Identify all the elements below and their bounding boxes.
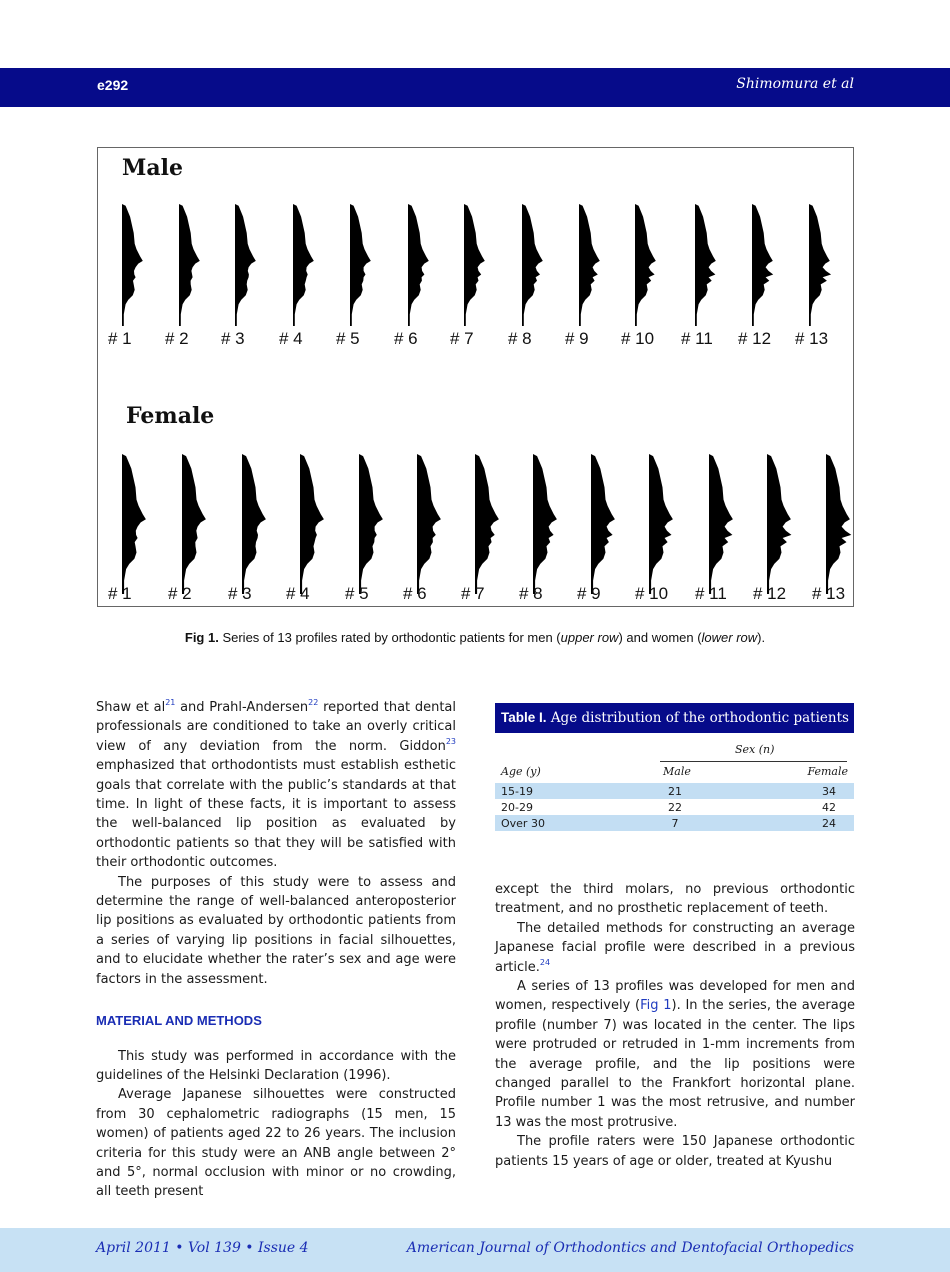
running-header [0, 68, 950, 107]
female-row-title: Female [126, 403, 215, 429]
female-profile-label-1: # 1 [108, 584, 132, 603]
male-profile-label-10: # 10 [621, 329, 655, 348]
female-profile-silhouette-2 [182, 454, 206, 594]
female-profile-silhouette-9 [591, 454, 615, 594]
issue-info: April 2011 • Vol 139 • Issue 4 [96, 1240, 309, 1256]
reference-link[interactable]: 23 [445, 736, 456, 746]
male-profile-label-1: # 1 [108, 329, 132, 348]
female-profile-label-12: # 12 [753, 584, 787, 603]
reference-link[interactable]: 24 [539, 957, 551, 967]
male-profile-label-5: # 5 [336, 329, 360, 348]
male-profile-silhouette-1 [122, 204, 143, 326]
paragraph: The detailed methods for constructing an average Japanese facial profile were described in a previous article.$^{24}$ [495, 920, 855, 975]
female-profile-silhouette-6 [417, 454, 441, 594]
paragraph: The purposes of this study were to assess and determine the range of well-balanced anteroposterior lip positions as evaluated by orthodontic patients from a series of varying lip positions in facial silhouettes, and to elucidate whether the rater’s sex and age were factors in the assessment. [96, 874, 456, 987]
male-profile-silhouette-9 [579, 204, 600, 326]
male-profile-label-12: # 12 [738, 329, 772, 348]
female-profile-label-4: # 4 [286, 584, 310, 603]
male-profile-label-13: # 13 [795, 329, 829, 348]
male-profile-label-3: # 3 [221, 329, 245, 348]
figure-1 [97, 147, 854, 607]
paragraph: Shaw et $al^{21}$ and Prahl-Andersen$^{22}$ reported that dental professionals are conditioned to take an overly critical view of any deviation from the norm. Giddon$^{23}$ emphasized that orthodontists must establish esthetic goals that correlate with the public’s standards at that time. In light of these facts, it is important to assess the well-balanced lip position as evaluated by orthodontic patients so that they will be satisfied with their orthodontic outcomes. [96, 698, 457, 871]
female-profile-label-11: # 11 [695, 584, 727, 603]
female-profile-label-10: # 10 [635, 584, 669, 603]
figure-link[interactable]: Fig 1 [640, 998, 672, 1014]
table-group-header: Sex (n) [735, 743, 775, 756]
female-profile-label-3: # 3 [228, 584, 252, 603]
female-profile-silhouette-12 [767, 454, 791, 594]
table-title: Table I. Age distribution of the orthodontic patients [495, 703, 854, 733]
male-row-title: Male [122, 155, 183, 181]
male-profile-silhouette-2 [179, 204, 200, 326]
male-profile-silhouette-12 [752, 204, 773, 326]
reference-link[interactable]: 21 [165, 698, 176, 707]
female-profile-silhouette-11 [709, 454, 733, 594]
male-profile-silhouette-13 [809, 204, 831, 326]
paragraph: Average Japanese silhouettes were constructed from 30 cephalometric radiographs (15 men, 15 women) of patients aged 22 to 26 years. The inclusion criteria for this study were an ANB angle between 2° and 5°, normal occlusion with minor or no crowding, all teeth present [96, 1087, 456, 1200]
table-row: 20-29 22 42 [501, 801, 836, 814]
journal-name: American Journal of Orthodontics and Dentofacial Orthopedics [406, 1240, 854, 1256]
table-row: 15-19 21 34 [495, 783, 854, 799]
female-profile-silhouette-8 [533, 454, 557, 594]
male-profile-silhouette-5 [350, 204, 371, 326]
female-profile-label-6: # 6 [403, 584, 427, 603]
female-profile-silhouette-1 [122, 454, 146, 594]
male-profile-label-2: # 2 [165, 329, 189, 348]
male-profile-row [108, 204, 831, 348]
female-profile-label-8: # 8 [519, 584, 543, 603]
page-number: e292 [97, 77, 129, 93]
paragraph: except the third molars, no previous orthodontic treatment, and no prosthetic replacement of teeth. [495, 882, 855, 917]
male-profile-silhouette-4 [293, 204, 314, 326]
male-profile-label-8: # 8 [508, 329, 532, 348]
male-profile-label-6: # 6 [394, 329, 418, 348]
caption-label: Fig 1. [184, 630, 219, 645]
female-profile-silhouette-7 [475, 454, 499, 594]
male-profile-label-11: # 11 [681, 329, 713, 348]
running-footer [0, 1228, 950, 1272]
male-profile-label-4: # 4 [279, 329, 303, 348]
male-profile-silhouette-3 [235, 204, 256, 326]
female-profile-silhouette-5 [359, 454, 383, 594]
female-profile-label-5: # 5 [345, 584, 369, 603]
female-profile-label-13: # 13 [812, 584, 846, 603]
male-profile-silhouette-7 [464, 204, 485, 326]
figure-caption: Fig 1. Series of 13 profiles rated by orthodontic patients for men (upper row) and women (lower row). [184, 630, 766, 645]
paragraph: This study was performed in accordance with the guidelines of the Helsinki Declaration (1996). [96, 1048, 456, 1083]
paragraph: A series of 13 profiles was developed for men and women, respectively (Fig 1). In the series, the average profile (number 7) was located in the center. The lips were protruded or retruded in 1-mm increments from the average profile, and the lip positions were changed parallel to the Frankfort horizontal plane. Profile number 1 was the most retrusive, and number 13 was the most protrusive. [495, 979, 855, 1130]
female-profile-row [108, 454, 851, 603]
running-authors: Shimomura et al [736, 76, 854, 92]
female-profile-silhouette-10 [649, 454, 673, 594]
right-column [495, 880, 855, 1171]
reference-link[interactable]: 22 [308, 698, 319, 707]
table-1 [495, 703, 854, 831]
female-profile-label-2: # 2 [168, 584, 192, 603]
male-profile-label-7: # 7 [450, 329, 474, 348]
table-row: Over 30 7 24 [495, 815, 854, 831]
female-profile-label-7: # 7 [461, 584, 485, 603]
female-profile-silhouette-4 [300, 454, 324, 594]
male-profile-label-9: # 9 [565, 329, 589, 348]
male-profile-silhouette-10 [635, 204, 656, 326]
table-rule [660, 761, 847, 762]
male-profile-silhouette-8 [522, 204, 543, 326]
female-profile-label-9: # 9 [577, 584, 601, 603]
male-profile-silhouette-6 [408, 204, 429, 326]
female-profile-silhouette-3 [242, 454, 266, 594]
male-profile-silhouette-11 [695, 204, 716, 326]
profiles-figure [98, 148, 855, 608]
left-column [96, 698, 456, 1202]
female-profile-silhouette-13 [826, 454, 851, 594]
paragraph: The profile raters were 150 Japanese orthodontic patients 15 years of age or older, treated at Kyushu [495, 1134, 855, 1169]
section-heading: MATERIAL AND METHODS [96, 1013, 262, 1029]
table-header-row: Age (y) Male Female [501, 765, 848, 778]
